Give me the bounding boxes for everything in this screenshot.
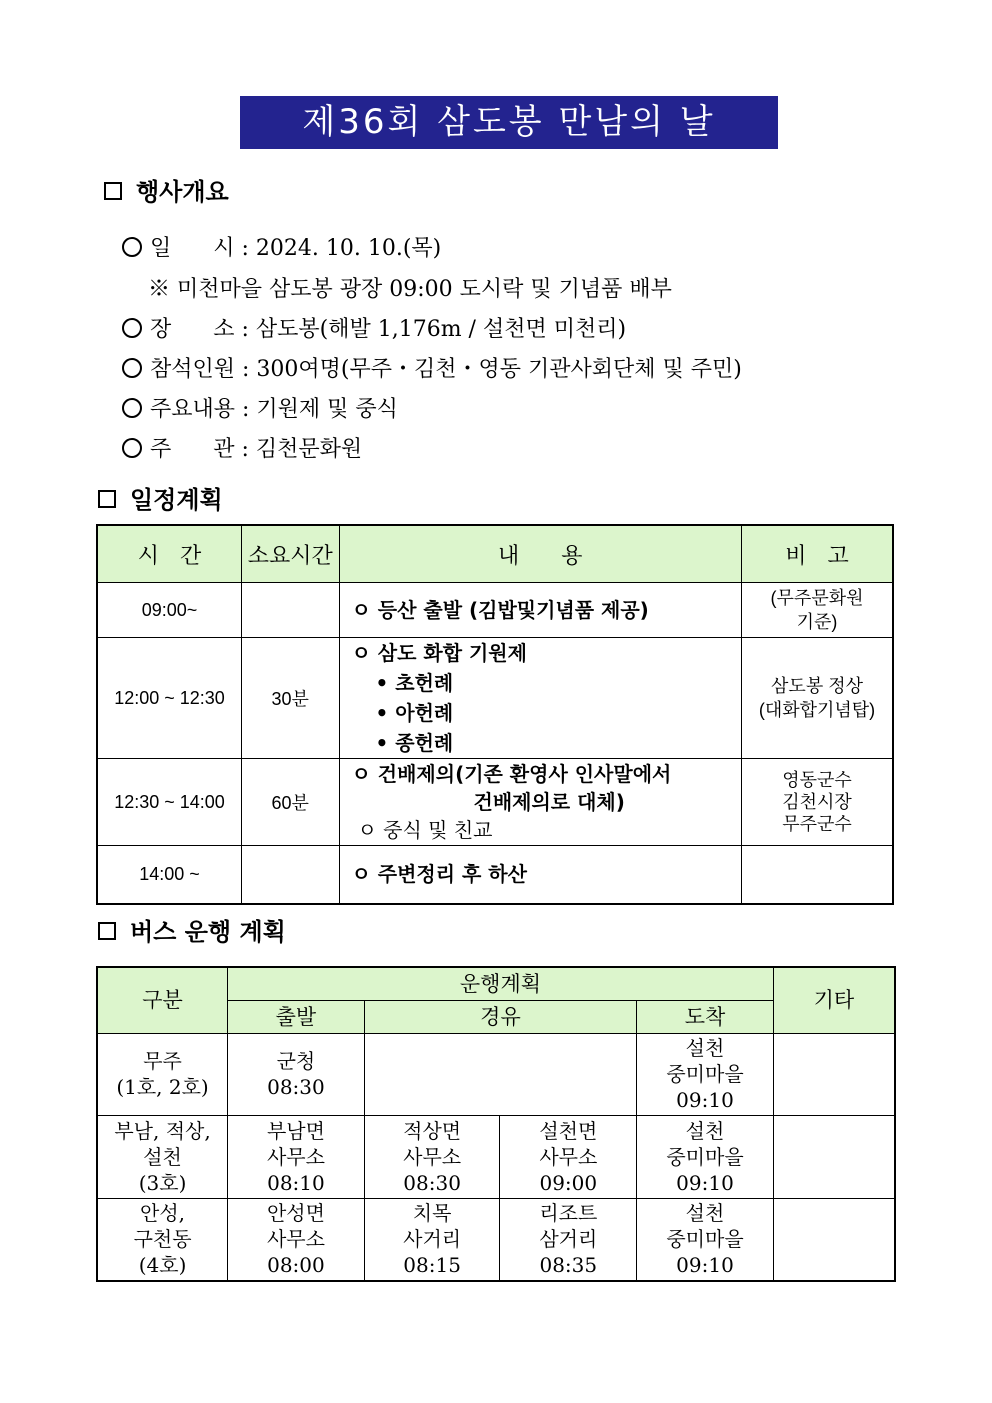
circle-bullet-icon xyxy=(122,438,142,458)
content-cell: ㅇ 등산 출발 (김밥및기념품 제공) xyxy=(339,583,742,638)
overview-date: 일 시 : 2024. 10. 10.(목) xyxy=(122,231,441,262)
header-arrive: 도착 xyxy=(637,1000,774,1033)
section-bus-heading xyxy=(98,912,286,947)
etc-cell xyxy=(773,1033,895,1115)
duration-cell: 60분 xyxy=(241,759,339,846)
via-cell: 설천면 사무소 09:00 xyxy=(500,1115,637,1198)
page-title: 제36회 삼도봉 만남의 날 xyxy=(240,96,778,149)
header-etc: 기타 xyxy=(773,967,895,1033)
duration-cell: 30분 xyxy=(241,638,339,759)
arrive-cell: 설천 중미마을 09:10 xyxy=(637,1115,774,1198)
overview-note: ※ 미천마을 삼도봉 광장 09:00 도시락 및 기념품 배부 xyxy=(148,277,672,302)
depart-cell: 군청 08:30 xyxy=(228,1033,365,1115)
overview-content: 주요내용 : 기원제 및 중식 xyxy=(122,392,398,423)
bus-table xyxy=(96,966,896,1282)
etc-cell xyxy=(773,1115,895,1198)
overview-host: 주 관 : 김천문화원 xyxy=(122,432,362,463)
checkbox-square-icon xyxy=(98,490,116,508)
duration-cell xyxy=(241,583,339,638)
note-cell: (무주문화원 기준) xyxy=(742,583,893,638)
header-plan: 운행계획 xyxy=(228,967,774,1000)
section-label: 버스 운행 계획 xyxy=(130,918,286,946)
group-cell: 무주 (1호, 2호) xyxy=(97,1033,228,1115)
group-cell: 안성, 구천동 (4호) xyxy=(97,1198,228,1281)
overview-people: 참석인원 : 300여명(무주・김천・영동 기관사회단체 및 주민) xyxy=(122,352,742,383)
checkbox-square-icon xyxy=(104,182,122,200)
table-row xyxy=(97,1198,895,1281)
circle-bullet-icon xyxy=(122,398,142,418)
arrive-cell: 설천 중미마을 09:10 xyxy=(637,1033,774,1115)
note-cell xyxy=(742,846,893,904)
time-cell: 14:00 ~ xyxy=(97,846,241,904)
arrive-cell: 설천 중미마을 09:10 xyxy=(637,1198,774,1281)
via-cell: 리조트 삼거리 08:35 xyxy=(500,1198,637,1281)
depart-cell: 안성면 사무소 08:00 xyxy=(228,1198,365,1281)
note-cell: 영동군수 김천시장 무주군수 xyxy=(742,759,893,846)
etc-cell xyxy=(773,1198,895,1281)
header-via: 경유 xyxy=(364,1000,636,1033)
section-overview-heading xyxy=(104,172,229,207)
header-group: 구분 xyxy=(97,967,228,1033)
header-content: 내 용 xyxy=(339,525,742,583)
via-cell: 치목 사거리 08:15 xyxy=(364,1198,500,1281)
group-cell: 부남, 적상, 설천 (3호) xyxy=(97,1115,228,1198)
duration-cell xyxy=(241,846,339,904)
circle-bullet-icon xyxy=(122,358,142,378)
header-time: 시 간 xyxy=(97,525,241,583)
section-label: 일정계획 xyxy=(130,486,223,514)
time-cell: 09:00~ xyxy=(97,583,241,638)
content-cell: ㅇ 건배제의(기존 환영사 인사말에서 건배제의로 대체) ㅇ 중식 및 친교 xyxy=(339,759,742,846)
table-row xyxy=(97,583,893,638)
section-schedule-heading xyxy=(98,480,223,515)
section-label: 행사개요 xyxy=(136,178,229,206)
header-note: 비 고 xyxy=(742,525,893,583)
note-cell: 삼도봉 정상 (대화합기념탑) xyxy=(742,638,893,759)
depart-cell: 부남면 사무소 08:10 xyxy=(228,1115,365,1198)
table-row xyxy=(97,846,893,904)
content-cell: ㅇ 주변정리 후 하산 xyxy=(339,846,742,904)
content-cell: ㅇ 삼도 화합 기원제 • 초헌례 • 아헌례 • 종헌례 xyxy=(339,638,742,759)
time-cell: 12:00 ~ 12:30 xyxy=(97,638,241,759)
table-row xyxy=(97,1033,895,1115)
overview-place: 장 소 : 삼도봉(해발 1,176m / 설천면 미천리) xyxy=(122,312,626,343)
via-cell xyxy=(364,1033,636,1115)
header-depart: 출발 xyxy=(228,1000,365,1033)
table-header-row xyxy=(97,525,893,583)
checkbox-square-icon xyxy=(98,922,116,940)
via-cell: 적상면 사무소 08:30 xyxy=(364,1115,500,1198)
table-row xyxy=(97,759,893,846)
circle-bullet-icon xyxy=(122,237,142,257)
schedule-table xyxy=(96,524,894,905)
circle-bullet-icon xyxy=(122,318,142,338)
time-cell: 12:30 ~ 14:00 xyxy=(97,759,241,846)
table-row xyxy=(97,1115,895,1198)
table-row xyxy=(97,638,893,759)
header-duration: 소요시간 xyxy=(241,525,339,583)
